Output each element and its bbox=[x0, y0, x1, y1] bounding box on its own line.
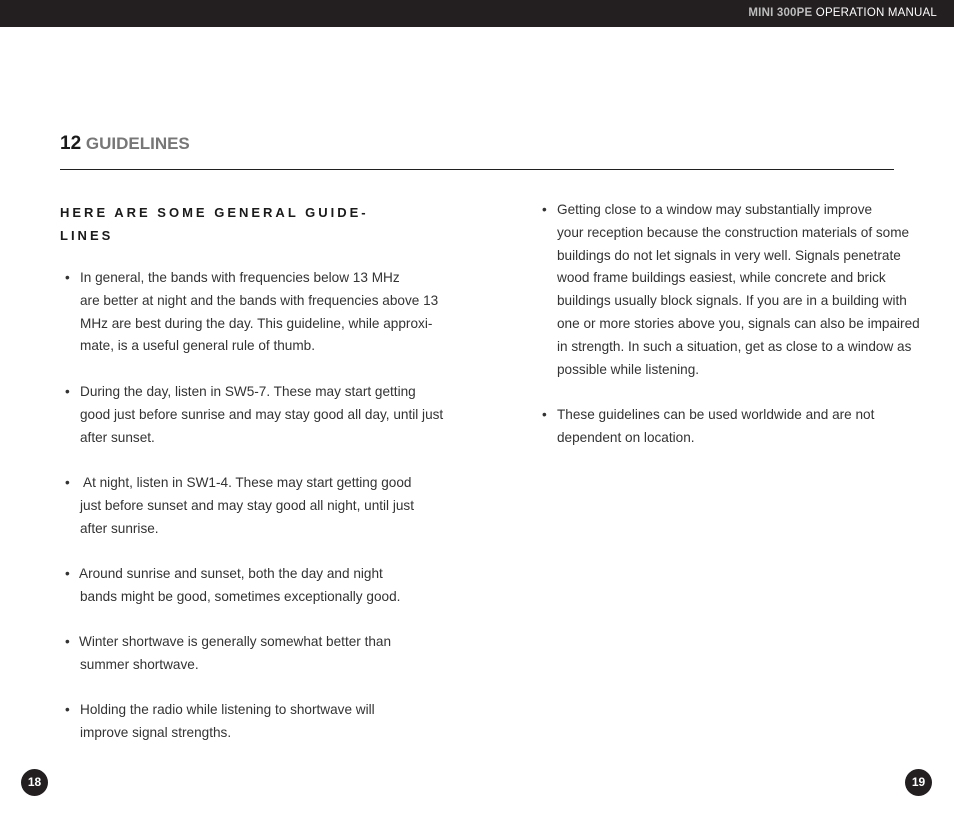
list-item-line: after sunrise. bbox=[80, 520, 159, 536]
model-name: MINI 300PE bbox=[748, 7, 813, 19]
bullet-icon: • bbox=[542, 202, 547, 217]
list-item-line: after sunset. bbox=[80, 429, 155, 445]
list-item bbox=[542, 404, 875, 450]
section-number: 12 bbox=[60, 133, 82, 154]
page-number-left: 18 bbox=[21, 769, 48, 796]
list-item-line: just before sunset and may stay good all night, until just bbox=[80, 497, 414, 513]
list-item-line: At night, listen in SW1-4. These may start getting good bbox=[83, 475, 412, 490]
bullet-icon: • bbox=[65, 270, 70, 285]
list-item-line: In general, the bands with frequencies below 13 MHz bbox=[80, 270, 400, 285]
bullet-icon: • bbox=[65, 384, 70, 399]
list-item-line: During the day, listen in SW5-7. These may start getting bbox=[80, 384, 416, 399]
manual-title: OPERATION MANUAL bbox=[815, 7, 937, 19]
list-item bbox=[542, 199, 920, 381]
list-item bbox=[65, 381, 444, 449]
top-header-bar bbox=[0, 0, 954, 27]
list-item-line: wood frame buildings easiest, while concrete and brick bbox=[557, 270, 886, 286]
list-item bbox=[65, 563, 401, 609]
list-item-line: are better at night and the bands with frequencies above 13 bbox=[80, 292, 439, 308]
subheading bbox=[60, 201, 390, 247]
list-item bbox=[65, 472, 414, 540]
subheading-line: LINES bbox=[60, 228, 114, 243]
list-item-line: dependent on location. bbox=[557, 429, 695, 445]
list-item-line: improve signal strengths. bbox=[80, 724, 232, 740]
list-item-line: buildings usually block signals. If you are in a building with bbox=[557, 293, 907, 309]
list-item bbox=[65, 631, 392, 677]
running-header bbox=[748, 7, 937, 19]
list-item-line: your reception because the construction materials of some bbox=[557, 224, 910, 240]
page-number-right: 19 bbox=[905, 769, 932, 796]
bullet-icon: • bbox=[65, 475, 70, 490]
section-title: GUIDELINES bbox=[85, 134, 190, 153]
list-item-line: one or more stories above you, signals can also be impaired bbox=[557, 315, 920, 331]
section-divider bbox=[60, 169, 894, 170]
list-item bbox=[65, 267, 439, 358]
list-item-line: buildings do not let signals in very well. Signals penetrate bbox=[557, 247, 901, 263]
list-item-line: possible while listening. bbox=[557, 361, 700, 377]
list-item-line: summer shortwave. bbox=[80, 656, 199, 672]
list-item-line: bands might be good, sometimes exceptionally good. bbox=[80, 588, 401, 604]
bullet-icon: • bbox=[65, 702, 70, 717]
bullet-icon: • bbox=[65, 634, 70, 649]
list-item-line: Getting close to a window may substantially improve bbox=[557, 202, 873, 217]
list-item bbox=[65, 699, 375, 745]
list-item-line: Holding the radio while listening to shortwave will bbox=[80, 702, 375, 717]
list-item-line: in strength. In such a situation, get as close to a window as bbox=[557, 338, 912, 354]
list-item-line: Winter shortwave is generally somewhat better than bbox=[79, 634, 392, 649]
bullet-icon: • bbox=[542, 407, 547, 422]
subheading-line: HERE ARE SOME GENERAL GUIDE- bbox=[60, 205, 369, 220]
bullet-icon: • bbox=[65, 566, 70, 581]
list-item-line: good just before sunrise and may stay good all day, until just bbox=[80, 406, 444, 422]
list-item-line: These guidelines can be used worldwide and are not bbox=[557, 407, 875, 422]
list-item-line: mate, is a useful general rule of thumb. bbox=[80, 338, 315, 354]
list-item-line: Around sunrise and sunset, both the day and night bbox=[79, 566, 383, 581]
list-item-line: MHz are best during the day. This guideline, while approxi- bbox=[80, 315, 433, 331]
section-heading bbox=[60, 133, 190, 155]
